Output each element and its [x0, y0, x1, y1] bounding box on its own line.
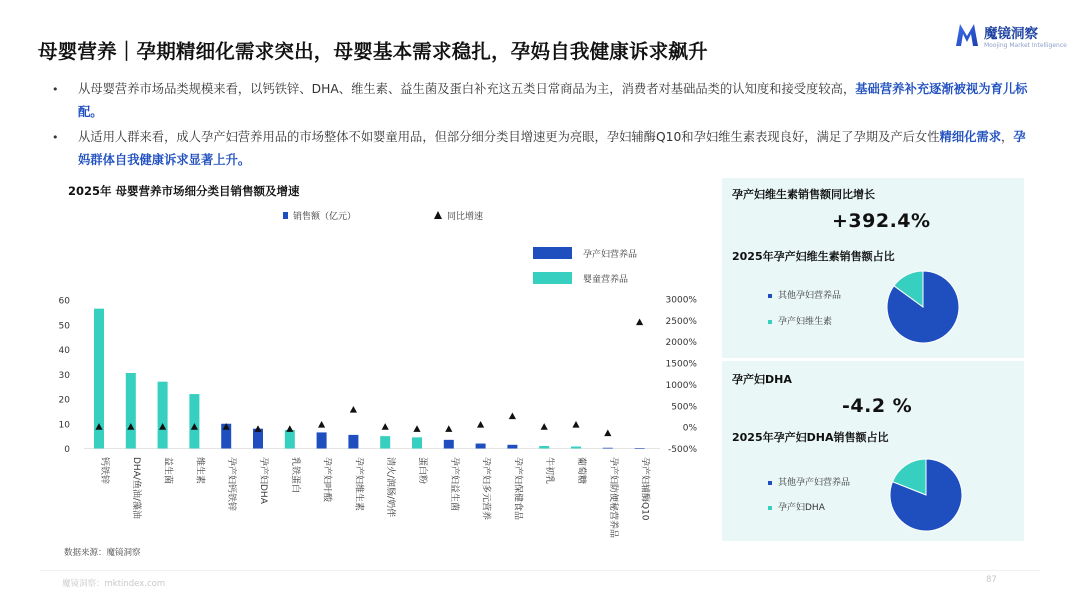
- legend-maternal-label: 孕产妇营养品: [583, 250, 638, 260]
- growth-marker: [254, 425, 261, 432]
- y-right-tick-label: 3000%: [665, 295, 697, 306]
- x-tick-label: DHA/鱼油/藻油: [130, 457, 141, 519]
- bar: [380, 436, 390, 448]
- x-tick-label: 乳铁蛋白: [289, 457, 300, 494]
- growth-marker: [509, 412, 516, 419]
- dha-share-pie: [888, 457, 964, 533]
- bar: [158, 382, 168, 449]
- growth-marker: [350, 406, 357, 413]
- legend-dot-icon: [768, 481, 772, 485]
- growth-value: -4.2 %: [842, 395, 913, 417]
- dha-panel: [722, 361, 1024, 541]
- x-tick-label: 孕产妇辅酶Q10: [639, 457, 650, 521]
- logo-mark-icon: [954, 22, 980, 48]
- bullet-item: [52, 126, 1037, 172]
- y-right-tick-label: 1000%: [665, 380, 697, 391]
- pie-legend-other: [768, 288, 841, 301]
- panel-heading: 孕产妇DHA: [732, 373, 792, 386]
- y-right-tick-label: 1500%: [665, 359, 697, 370]
- y-left-tick-label: 0: [64, 445, 70, 455]
- bar: [444, 440, 454, 449]
- bar: [603, 448, 613, 449]
- y-right-tick-label: 0%: [682, 423, 697, 434]
- bar: [507, 445, 517, 449]
- panel-heading: 孕产妇维生素销售额同比增长: [732, 188, 875, 201]
- x-tick-label: 钙铁锌: [99, 457, 109, 485]
- y-right-tick-label: 500%: [671, 402, 697, 413]
- pie-legend-label: 孕产妇维生素: [778, 317, 833, 327]
- growth-marker: [572, 421, 579, 428]
- growth-marker: [636, 318, 643, 325]
- pie-legend-label: 其他孕妇营养品: [778, 291, 842, 301]
- x-axis-labels: [99, 457, 652, 538]
- growth-marker: [318, 421, 325, 428]
- pie-title: 2025年孕产妇DHA销售额占比: [732, 431, 889, 444]
- y-left-tick-label: 60: [58, 296, 70, 307]
- brand-logo: [954, 20, 1066, 54]
- x-tick-label: 孕产妇防便秘营养品: [607, 457, 618, 539]
- y-right-tick-label: -500%: [668, 445, 697, 455]
- logo-text: 魔镜洞察: [984, 26, 1038, 42]
- bar-series: [94, 309, 645, 449]
- bullet-highlight: 基础营养补充逐渐被视为育儿标配。: [78, 82, 1028, 119]
- legend-maternal-swatch: [533, 247, 572, 259]
- x-tick-label: 孕产妇保健食品: [512, 457, 523, 521]
- x-tick-label: 孕产妇DHA: [258, 457, 268, 504]
- legend-dot-icon: [768, 506, 772, 510]
- bar: [412, 437, 422, 448]
- growth-marker: [382, 423, 389, 430]
- vitamin-share-pie: [885, 269, 961, 345]
- y-left-tick-label: 50: [58, 321, 70, 332]
- growth-marker: [541, 423, 548, 430]
- bar: [571, 447, 581, 449]
- pie-legend-self: [768, 500, 825, 513]
- pie-legend-label: 其他孕产妇营养品: [778, 478, 851, 488]
- pie-legend-other: [768, 475, 850, 488]
- x-tick-label: 孕产妇叶酸: [321, 457, 332, 503]
- y-left-tick-label: 40: [58, 346, 70, 356]
- x-tick-label: 益生菌: [162, 457, 173, 485]
- pie-title: 2025年孕产妇维生素销售额占比: [732, 250, 895, 263]
- bar: [476, 444, 486, 449]
- x-tick-label: 牛初乳: [544, 457, 555, 485]
- bullet-item: [52, 78, 1037, 124]
- y-left-tick-label: 30: [58, 370, 70, 381]
- bullet-dot-icon: •: [52, 83, 59, 96]
- growth-marker: [477, 421, 484, 428]
- bullet-text: 从适用人群来看，成人孕产妇营养用品的市场整体不如婴童用品，但部分细分类目增速更为亮眼，孕妇辅酶Q10和孕妇维生素表现良好，满足了孕期及产后女性: [78, 130, 940, 144]
- legend-dot-icon: [768, 294, 772, 298]
- legend-dot-icon: [768, 320, 772, 324]
- y-left-tick-label: 20: [58, 395, 70, 406]
- legend-growth-label: 同比增速: [447, 212, 484, 222]
- bullet-highlight: 精细化需求: [939, 130, 1002, 144]
- y-left-tick-label: 10: [58, 420, 70, 431]
- x-tick-label: 葡萄糖: [576, 457, 586, 485]
- x-tick-label: 孕产妇维生素: [353, 457, 364, 512]
- bullet-text: ，: [1001, 130, 1014, 144]
- x-tick-label: 孕产妇益生菌: [448, 457, 459, 512]
- growth-series: [95, 318, 643, 436]
- legend-growth-triangle-icon: [434, 211, 442, 219]
- legend-sales-label: 销售额（亿元）: [293, 212, 357, 222]
- x-tick-label: 孕产妇多元营养: [480, 457, 491, 521]
- bar: [285, 430, 295, 449]
- bar: [539, 446, 549, 448]
- y-right-tick-label: 2500%: [665, 316, 697, 327]
- bar: [635, 448, 645, 449]
- bar: [348, 435, 358, 449]
- bar: [126, 373, 136, 448]
- legend-sales-swatch: [283, 212, 288, 219]
- bullet-highlight: 孕妈群体自我健康诉求显著上升。: [78, 130, 1026, 167]
- bullet-text: 从母婴营养市场品类规模来看，以钙铁锌、DHA、维生素、益生菌及蛋白补充这五类日常商品为主，消费者对基础品类的认知度和接受度较高，: [78, 82, 856, 96]
- bar: [189, 394, 199, 448]
- bar-line-chart: [0, 195, 700, 555]
- pie-legend-self: [768, 314, 832, 327]
- y-right-tick-label: 2000%: [665, 338, 697, 349]
- data-source: 数据来源：魔镜洞察: [64, 548, 141, 558]
- chart-title: 2025年 母婴营养市场细分类目销售额及增速: [68, 184, 300, 198]
- page-number: 87: [986, 575, 997, 585]
- growth-marker: [445, 425, 452, 432]
- legend-infant-label: 婴童营养品: [583, 275, 629, 285]
- y-axis-right: [666, 296, 698, 456]
- growth-marker: [604, 430, 611, 437]
- bar: [317, 432, 327, 448]
- x-tick-label: 清火/润肠/奶伴: [385, 457, 396, 518]
- vitamin-panel: [722, 178, 1024, 358]
- x-tick-label: 维生素: [194, 457, 205, 485]
- growth-marker: [286, 425, 293, 432]
- legend-infant-swatch: [533, 272, 572, 284]
- logo-subtext: Moojing Market Intelligence: [984, 42, 1067, 49]
- page-title: 母婴营养｜孕期精细化需求突出，母婴基本需求稳扎，孕妈自我健康诉求飙升: [38, 40, 708, 63]
- footer-divider: [40, 570, 1040, 571]
- y-axis-left: [59, 297, 71, 456]
- pie-legend-label: 孕产妇DHA: [778, 503, 825, 513]
- growth-marker: [413, 425, 420, 432]
- bullet-dot-icon: •: [52, 131, 59, 144]
- x-tick-label: 孕产妇钙铁锌: [226, 457, 237, 512]
- growth-value: +392.4%: [832, 210, 931, 232]
- footer-source: 魔镜洞察：mktindex.com: [62, 579, 166, 589]
- x-tick-label: 蛋白粉: [417, 457, 427, 485]
- summary-bullets: [52, 78, 1037, 174]
